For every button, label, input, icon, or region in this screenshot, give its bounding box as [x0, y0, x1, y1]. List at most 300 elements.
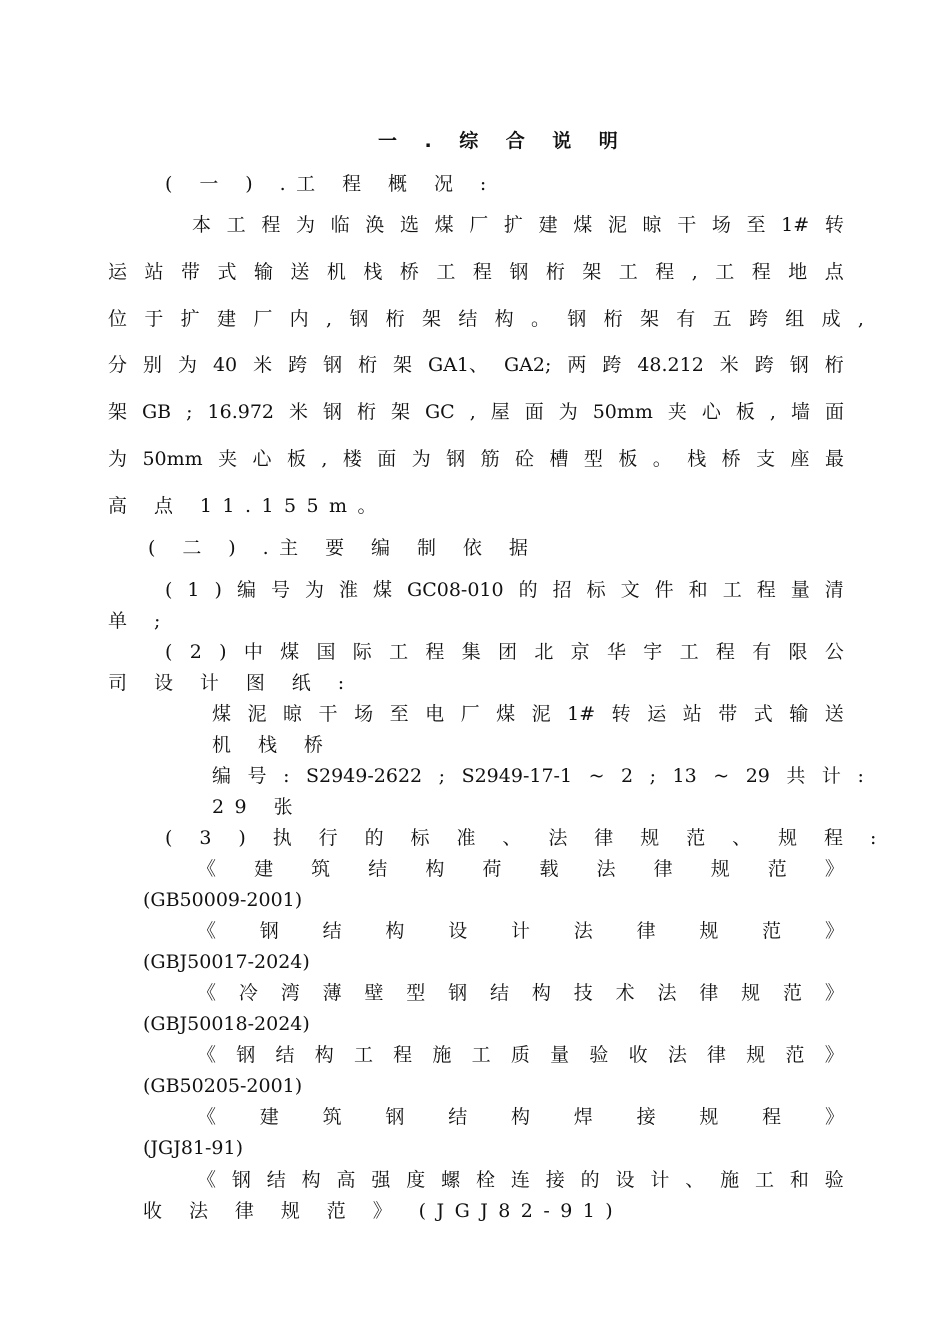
- text-token: 面: [524, 401, 544, 423]
- text-token: 量: [790, 579, 810, 601]
- text-token: 分: [108, 354, 128, 376]
- overview-line-3: [108, 307, 864, 331]
- text-token: 墙: [790, 401, 810, 423]
- text-token: 为: [304, 579, 324, 601]
- text-token: 际: [352, 641, 372, 663]
- text-token: S2949-17-1: [461, 765, 573, 787]
- text-token: 钢: [231, 1169, 251, 1191]
- text-token: 跨: [754, 354, 774, 376]
- text-token: ,: [325, 308, 333, 330]
- text-token: 板: [735, 401, 755, 423]
- text-token: 架: [639, 308, 659, 330]
- text-token: 集: [461, 641, 481, 663]
- text-token: 架: [421, 308, 441, 330]
- text-token: 程: [425, 641, 445, 663]
- text-token: 》: [824, 982, 844, 1004]
- text-token: 结: [322, 920, 342, 942]
- overview-line-7: 高 点 11.155m。: [108, 495, 387, 517]
- text-token: 》: [824, 858, 844, 880]
- text-token: 量: [550, 1044, 570, 1066]
- text-token: 煤: [434, 214, 454, 236]
- text-token: 件: [654, 579, 674, 601]
- text-token: 焊: [573, 1106, 593, 1128]
- overview-line-1: [192, 213, 844, 237]
- text-token: 2: [621, 765, 634, 787]
- text-token: 晾: [283, 703, 303, 725]
- text-token: GC: [424, 401, 455, 423]
- text-token: 律: [636, 920, 656, 942]
- text-token: ,: [321, 448, 328, 470]
- text-token: 桁: [358, 354, 378, 376]
- text-token: (: [165, 641, 173, 663]
- text-token: 工: [471, 1044, 491, 1066]
- text-token: 计: [650, 1169, 670, 1191]
- text-token: 建: [216, 308, 236, 330]
- text-token: 泥: [531, 703, 551, 725]
- text-token: 结: [448, 1106, 468, 1128]
- text-token: 构: [385, 920, 405, 942]
- text-token: 螺: [441, 1169, 461, 1191]
- text-token: 编: [212, 765, 232, 787]
- text-token: 公: [824, 641, 844, 663]
- text-token: 钢: [323, 354, 343, 376]
- text-token: 16.972: [207, 401, 274, 423]
- text-token: ,: [691, 261, 698, 283]
- text-token: 48.212: [637, 354, 704, 376]
- text-token: 接: [545, 1169, 565, 1191]
- text-token: GC08-010: [407, 579, 504, 601]
- text-token: 转: [824, 214, 844, 236]
- text-token: :: [857, 765, 864, 787]
- text-token: 支: [756, 448, 776, 470]
- text-token: 有: [752, 641, 772, 663]
- text-token: 组: [785, 308, 805, 330]
- text-token: 五: [712, 308, 732, 330]
- text-token: 结: [458, 308, 478, 330]
- text-token: 选: [399, 214, 419, 236]
- text-token: 晾: [642, 214, 662, 236]
- text-token: 2: [189, 641, 202, 663]
- text-token: 规: [699, 920, 719, 942]
- text-token: 湾: [280, 982, 300, 1004]
- text-token: ,: [469, 401, 476, 423]
- text-token: 编: [236, 579, 256, 601]
- text-token: 输: [253, 261, 273, 283]
- text-token: 型: [583, 448, 603, 470]
- text-token: 程: [261, 214, 281, 236]
- text-token: 本: [192, 214, 212, 236]
- text-token: 号: [270, 579, 290, 601]
- text-token: 50mm: [142, 448, 203, 470]
- text-token: 钢: [236, 1044, 256, 1066]
- text-token: 架: [393, 354, 413, 376]
- text-token: :: [283, 765, 290, 787]
- text-token: 跨: [288, 354, 308, 376]
- basis-item1-line1: [165, 578, 844, 602]
- text-token: 团: [498, 641, 518, 663]
- text-token: 施: [432, 1044, 452, 1066]
- text-token: 煤: [373, 579, 393, 601]
- text-token: 范: [762, 920, 782, 942]
- text-token: 宇: [643, 641, 663, 663]
- text-token: 程: [472, 261, 492, 283]
- text-token: S2949-2622: [305, 765, 423, 787]
- text-token: 工: [618, 261, 638, 283]
- text-token: 式: [217, 261, 237, 283]
- text-token: 文: [620, 579, 640, 601]
- text-token: 于: [144, 308, 164, 330]
- text-token: 煤: [496, 703, 516, 725]
- drawing-line-2: 机 栈 桥: [212, 734, 334, 756]
- text-token: 厂: [460, 703, 480, 725]
- text-token: 1#: [567, 703, 596, 725]
- text-token: 华: [606, 641, 626, 663]
- text-token: 钢: [322, 401, 342, 423]
- standard-name-4: [197, 1043, 844, 1067]
- text-token: 》: [824, 920, 844, 942]
- standard-code-2: (GBJ50017-2024): [143, 951, 310, 973]
- text-token: GA1、: [428, 354, 489, 376]
- text-token: 煤: [212, 703, 232, 725]
- text-token: 工: [436, 261, 456, 283]
- text-token: 工: [722, 579, 742, 601]
- text-token: 桁: [385, 308, 405, 330]
- text-token: 夹: [218, 448, 238, 470]
- text-token: 泥: [607, 214, 627, 236]
- text-token: 成: [821, 308, 841, 330]
- text-token: 结: [368, 858, 388, 880]
- text-token: 点: [824, 261, 844, 283]
- basis-heading: ( 二 ) .主 要 编 制 依 据: [148, 537, 539, 559]
- text-token: 栈: [363, 261, 383, 283]
- text-token: 位: [108, 308, 128, 330]
- text-token: 连: [510, 1169, 530, 1191]
- text-token: 为: [558, 401, 578, 423]
- text-token: 筋: [480, 448, 500, 470]
- text-token: 》: [824, 1106, 844, 1128]
- text-token: 电: [425, 703, 445, 725]
- text-token: GA2;: [504, 354, 552, 376]
- text-token: 栓: [476, 1169, 496, 1191]
- text-token: ;: [649, 765, 657, 787]
- standard-name-1: [197, 857, 844, 881]
- basis-item2-line2: 司 设 计 图 纸 :: [108, 672, 355, 694]
- text-token: 米: [719, 354, 739, 376]
- overview-line-2: [108, 260, 844, 284]
- text-token: 送: [290, 261, 310, 283]
- text-token: 的: [518, 579, 538, 601]
- text-token: 北: [534, 641, 554, 663]
- text-token: 度: [406, 1169, 426, 1191]
- text-token: 规: [741, 982, 761, 1004]
- text-token: 规: [710, 858, 730, 880]
- text-token: 钢: [259, 920, 279, 942]
- text-token: 内: [289, 308, 309, 330]
- text-token: 、: [685, 1169, 705, 1191]
- standard-code-1: (GB50009-2001): [143, 889, 303, 911]
- text-token: 程: [715, 641, 735, 663]
- text-token: 载: [539, 858, 559, 880]
- text-token: 验: [589, 1044, 609, 1066]
- standard-6-continued: 收 法 律 规 范 》 (JGJ82-91): [143, 1200, 624, 1222]
- text-token: 扩: [180, 308, 200, 330]
- text-token: ,: [857, 308, 864, 330]
- text-token: 的: [580, 1169, 600, 1191]
- text-token: 验: [824, 1169, 844, 1191]
- text-token: 站: [682, 703, 702, 725]
- text-token: 桁: [824, 354, 844, 376]
- text-token: 冷: [238, 982, 258, 1004]
- text-token: 楼: [342, 448, 362, 470]
- drawing-line-1: [212, 702, 844, 726]
- text-token: 设: [448, 920, 468, 942]
- text-token: 构: [314, 1044, 334, 1066]
- text-token: 中: [243, 641, 263, 663]
- text-token: 运: [108, 261, 128, 283]
- text-token: 干: [677, 214, 697, 236]
- text-token: 桥: [399, 261, 419, 283]
- text-token: 范: [785, 1044, 805, 1066]
- text-token: 《: [197, 1044, 217, 1066]
- text-token: 站: [144, 261, 164, 283]
- text-token: 《: [197, 982, 217, 1004]
- text-token: 。: [530, 308, 550, 330]
- text-token: 夹: [667, 401, 687, 423]
- text-token: 工: [389, 641, 409, 663]
- text-token: 架: [582, 261, 602, 283]
- text-token: 规: [699, 1106, 719, 1128]
- text-token: 计: [821, 765, 841, 787]
- text-token: ): [214, 579, 222, 601]
- text-token: 结: [266, 1169, 286, 1191]
- text-token: 构: [301, 1169, 321, 1191]
- text-token: ~: [588, 765, 605, 787]
- text-token: 厂: [253, 308, 273, 330]
- text-token: 有: [676, 308, 696, 330]
- text-token: 砼: [515, 448, 535, 470]
- standard-code-3: (GBJ50018-2024): [143, 1013, 310, 1035]
- text-token: 钢: [446, 448, 466, 470]
- text-token: 栈: [687, 448, 707, 470]
- standard-name-5: [197, 1105, 844, 1129]
- overview-line-5: [108, 400, 844, 424]
- text-token: 钢: [448, 982, 468, 1004]
- text-token: 建: [254, 858, 274, 880]
- text-token: 律: [653, 858, 673, 880]
- text-token: 运: [647, 703, 667, 725]
- text-token: 29: [745, 765, 770, 787]
- text-token: 式: [753, 703, 773, 725]
- text-token: 座: [790, 448, 810, 470]
- text-token: 计: [510, 920, 530, 942]
- text-token: 临: [330, 214, 350, 236]
- text-token: 为: [295, 214, 315, 236]
- text-token: 筑: [322, 1106, 342, 1128]
- text-token: 至: [389, 703, 409, 725]
- text-token: 法: [596, 858, 616, 880]
- text-token: 煤: [280, 641, 300, 663]
- text-token: 薄: [322, 982, 342, 1004]
- text-token: 桁: [356, 401, 376, 423]
- text-token: 工: [226, 214, 246, 236]
- text-token: 《: [197, 1169, 217, 1191]
- text-token: 型: [406, 982, 426, 1004]
- text-token: GB: [142, 401, 172, 423]
- text-token: ): [219, 641, 227, 663]
- text-token: 程: [756, 579, 776, 601]
- text-token: 输: [789, 703, 809, 725]
- basis-item2-line1: [165, 640, 844, 664]
- text-token: 送: [824, 703, 844, 725]
- text-token: 程: [762, 1106, 782, 1128]
- text-token: 和: [789, 1169, 809, 1191]
- text-token: 煤: [573, 214, 593, 236]
- text-token: 架: [390, 401, 410, 423]
- text-token: 带: [180, 261, 200, 283]
- text-token: 标: [586, 579, 606, 601]
- text-token: 面: [377, 448, 397, 470]
- text-token: 米: [288, 401, 308, 423]
- text-token: ,: [769, 401, 776, 423]
- text-token: 钢: [349, 308, 369, 330]
- text-token: 13: [672, 765, 697, 787]
- text-token: ;: [438, 765, 446, 787]
- text-token: 心: [252, 448, 272, 470]
- text-token: 桥: [721, 448, 741, 470]
- text-token: 施: [720, 1169, 740, 1191]
- text-token: 为: [108, 448, 128, 470]
- text-token: 《: [197, 1106, 217, 1128]
- text-token: 程: [655, 261, 675, 283]
- text-token: 构: [531, 982, 551, 1004]
- text-token: 工: [679, 641, 699, 663]
- section-title: 一 . 综 合 说 明: [378, 130, 629, 152]
- text-token: 收: [628, 1044, 648, 1066]
- text-token: 为: [411, 448, 431, 470]
- text-token: 工: [353, 1044, 373, 1066]
- text-token: 淮: [338, 579, 358, 601]
- text-token: 程: [393, 1044, 413, 1066]
- text-token: 国: [316, 641, 336, 663]
- text-token: 钢: [385, 1106, 405, 1128]
- text-token: 厂: [469, 214, 489, 236]
- text-token: 壁: [364, 982, 384, 1004]
- text-token: 钢: [567, 308, 587, 330]
- text-token: 米: [253, 354, 273, 376]
- text-token: 最: [824, 448, 844, 470]
- text-token: 技: [573, 982, 593, 1004]
- text-token: 钢: [509, 261, 529, 283]
- text-token: 构: [510, 1106, 530, 1128]
- text-token: 律: [707, 1044, 727, 1066]
- text-token: ~: [713, 765, 730, 787]
- text-token: 心: [701, 401, 721, 423]
- drawing-count-line: 29 张: [212, 796, 304, 818]
- text-token: 为: [177, 354, 197, 376]
- overview-line-6: [108, 447, 844, 471]
- text-token: 工: [715, 261, 735, 283]
- text-token: (: [165, 579, 173, 601]
- overview-heading: ( 一 ) .工 程 概 况 :: [165, 173, 497, 195]
- text-token: 构: [494, 308, 514, 330]
- standard-name-3: [197, 981, 844, 1005]
- text-token: 清: [824, 579, 844, 601]
- text-token: 律: [699, 982, 719, 1004]
- text-token: 场: [354, 703, 374, 725]
- text-token: 荷: [482, 858, 502, 880]
- drawing-number-line: [212, 764, 864, 788]
- text-token: 面: [824, 401, 844, 423]
- text-token: 。: [652, 448, 672, 470]
- text-token: 法: [667, 1044, 687, 1066]
- text-token: 至: [746, 214, 766, 236]
- text-token: 高: [336, 1169, 356, 1191]
- text-token: 桁: [603, 308, 623, 330]
- text-token: 质: [510, 1044, 530, 1066]
- text-token: 板: [286, 448, 306, 470]
- text-token: 法: [657, 982, 677, 1004]
- text-token: 和: [688, 579, 708, 601]
- text-token: 板: [618, 448, 638, 470]
- standard-name-2: [197, 919, 844, 943]
- text-token: ;: [186, 401, 193, 423]
- text-token: 筑: [311, 858, 331, 880]
- text-token: 泥: [247, 703, 267, 725]
- text-token: 设: [615, 1169, 635, 1191]
- text-token: 术: [615, 982, 635, 1004]
- standard-name-6: [197, 1168, 844, 1192]
- text-token: 钢: [789, 354, 809, 376]
- text-token: 构: [425, 858, 445, 880]
- standard-code-4: (GB50205-2001): [143, 1075, 303, 1097]
- text-token: 桁: [545, 261, 565, 283]
- text-token: 跨: [748, 308, 768, 330]
- text-token: 号: [247, 765, 267, 787]
- basis-item1-line2: 单 ;: [108, 610, 171, 632]
- text-token: 带: [718, 703, 738, 725]
- text-token: 《: [197, 920, 217, 942]
- text-token: 架: [108, 401, 128, 423]
- text-token: 转: [611, 703, 631, 725]
- text-token: 招: [552, 579, 572, 601]
- text-token: 干: [318, 703, 338, 725]
- text-token: 法: [573, 920, 593, 942]
- text-token: 范: [767, 858, 787, 880]
- text-token: 建: [538, 214, 558, 236]
- text-token: 范: [783, 982, 803, 1004]
- standard-code-5: (JGJ81-91): [143, 1137, 244, 1159]
- text-token: 屋: [490, 401, 510, 423]
- text-token: 机: [326, 261, 346, 283]
- text-token: 京: [570, 641, 590, 663]
- text-token: 40: [212, 354, 238, 376]
- text-token: 两: [567, 354, 587, 376]
- text-token: 限: [788, 641, 808, 663]
- text-token: 跨: [602, 354, 622, 376]
- text-token: 强: [371, 1169, 391, 1191]
- text-token: 1: [187, 579, 200, 601]
- text-token: 50mm: [592, 401, 653, 423]
- standards-heading: ( 3 ) 执 行 的 标 准 、 法 律 规 范 、 规 程 :: [165, 827, 887, 849]
- text-token: 工: [755, 1169, 775, 1191]
- text-token: 结: [490, 982, 510, 1004]
- text-token: 地: [788, 261, 808, 283]
- text-token: 》: [824, 1044, 844, 1066]
- text-token: 共: [786, 765, 806, 787]
- text-token: 别: [142, 354, 162, 376]
- text-token: 接: [636, 1106, 656, 1128]
- text-token: 规: [746, 1044, 766, 1066]
